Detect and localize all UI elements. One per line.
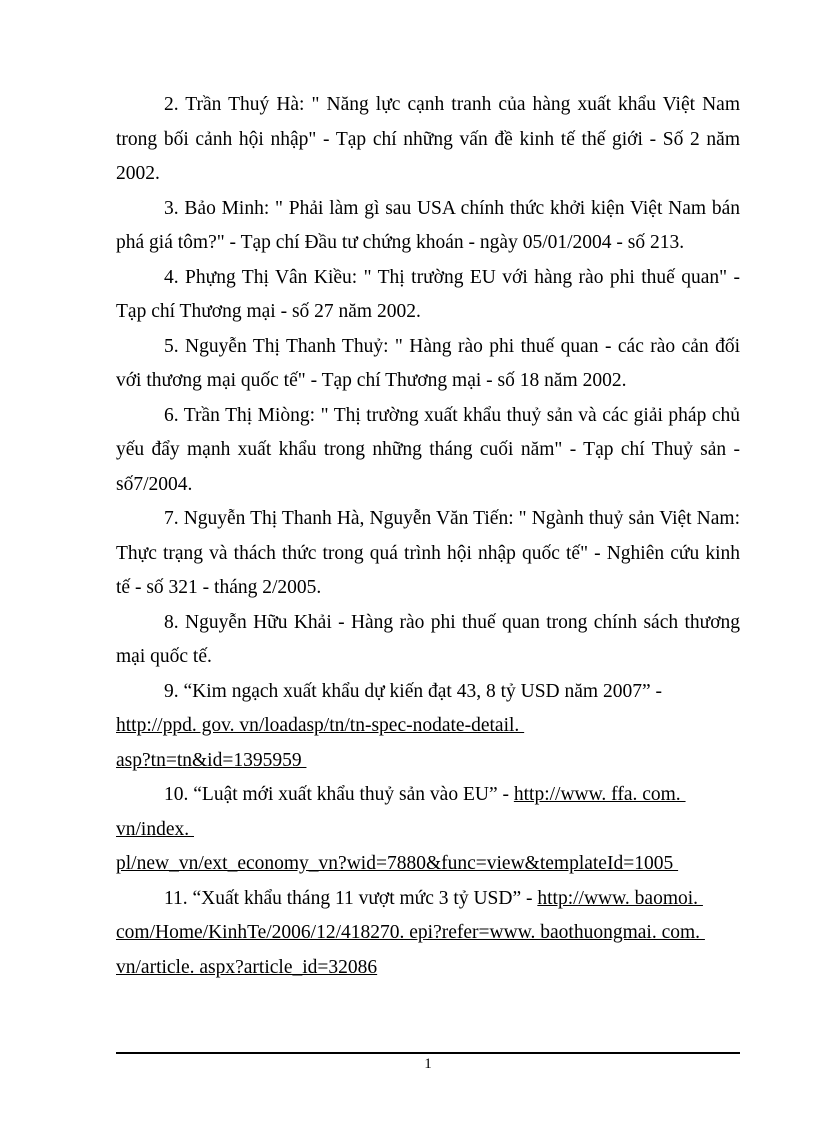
footer-divider (116, 1052, 740, 1054)
reference-item-8: 8. Nguyễn Hữu Khải - Hàng rào phi thuế quan trong chính sách thương mại quốc tế. (116, 611, 740, 667)
reference-item-4: 4. Phựng Thị Vân Kiều: " Thị trường EU với hàng rào phi thuế quan" - Tạp chí Thương mại - số 27 năm 2002. (116, 266, 740, 322)
reference-10-link-part2[interactable]: vn/index. (116, 818, 194, 840)
reference-list (116, 88, 740, 985)
reference-10-link-part1[interactable]: http://www. ffa. com. (513, 784, 686, 805)
reference-item-6: 6. Trần Thị Miòng: " Thị trường xuất khẩu thuỷ sản và các giải pháp chủ yếu đẩy mạnh xuất khẩu trong những tháng cuối năm" - Tạp chí Thuỷ sản - số7/2004. (116, 404, 740, 495)
reference-item-7: 7. Nguyễn Thị Thanh Hà, Nguyễn Văn Tiến: " Ngành thuỷ sản Việt Nam: Thực trạng và thách thức trong quá trình hội nhập quốc tế" - Nghiên cứu kinh tế - số 321 - tháng 2/2005. (116, 508, 740, 598)
reference-11-title: 11. “Xuất khẩu tháng 11 vượt mức 3 tỷ USD” - (164, 887, 538, 909)
reference-item-3: 3. Bảo Minh: " Phải làm gì sau USA chính thức khởi kiện Việt Nam bán phá giá tôm?" - Tạp chí Đầu tư chứng khoán - ngày 05/01/2004 - số 213. (116, 197, 740, 253)
reference-10-title: 10. “Luật mới xuất khẩu thuỷ sản vào EU” - (164, 784, 514, 805)
reference-item-10 (116, 778, 740, 882)
reference-9-link-part1[interactable]: http://ppd. gov. vn/loadasp/tn/tn-spec-nodate-detail. (116, 715, 525, 736)
reference-11-link-part1[interactable]: http://www. baomoi. (537, 887, 703, 909)
reference-item-5: 5. Nguyễn Thị Thanh Thuỷ: " Hàng rào phi thuế quan - các rào cản đối với thương mại quốc tế" - Tạp chí Thương mại - số 18 năm 2002. (116, 335, 740, 391)
reference-item-9 (116, 675, 740, 779)
reference-11-link-part2[interactable]: com/Home/KinhTe/2006/12/418270. epi?refer=www. baothuongmai. com. (116, 922, 705, 943)
reference-11-link-part3[interactable]: vn/article. aspx?article_id=32086 (116, 956, 378, 978)
reference-item-2: 2. Trần Thuý Hà: " Năng lực cạnh tranh của hàng xuất khẩu Việt Nam trong bối cảnh hội nhập" - Tạp chí những vấn đề kinh tế thế giới - Số 2 năm 2002. (116, 94, 740, 184)
reference-item-11 (116, 882, 740, 986)
page-number: 1 (424, 1056, 432, 1072)
reference-9-link-part2[interactable]: asp?tn=tn&id=1395959 (116, 749, 307, 771)
reference-10-link-part3[interactable]: pl/new_vn/ext_economy_vn?wid=7880&func=view&templateId=1005 (116, 853, 679, 874)
reference-9-title: 9. “Kim ngạch xuất khẩu dự kiến đạt 43, 8 tỷ USD năm 2007” - (164, 680, 662, 702)
